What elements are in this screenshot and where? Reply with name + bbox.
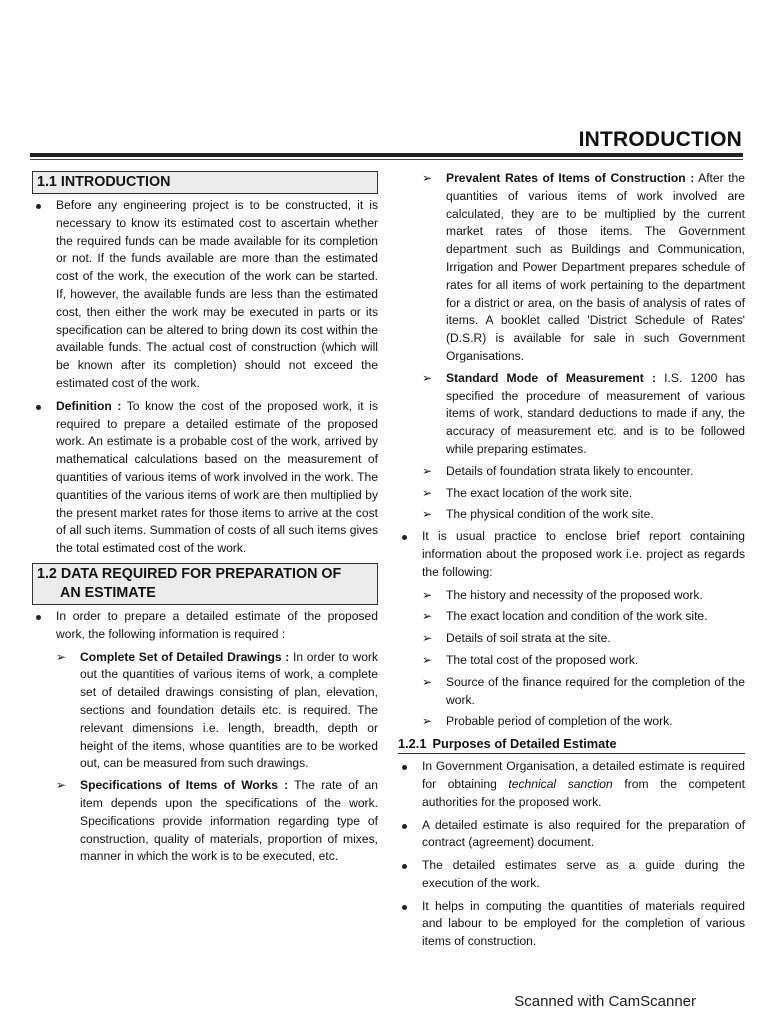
purpose-text: from the competent authorities for the proposed work. (422, 776, 745, 809)
definition-paragraph (32, 398, 378, 558)
list-item-label: Complete Set of Detailed Drawings : (80, 649, 290, 664)
report-item-text: The history and necessity of the proposed work. (446, 587, 703, 602)
report-item-text: Probable period of completion of the work. (446, 714, 673, 729)
list-item-foundation (422, 463, 745, 481)
definition-label: Definition : (56, 398, 122, 413)
list-item-measurement (422, 370, 745, 459)
right-column (398, 170, 745, 956)
arrow-icon: ➢ (422, 463, 433, 478)
purpose-item: It helps in computing the quantities of materials required and labour to be employed for the completion of various items of construction. (398, 898, 745, 951)
list-item-condition (422, 506, 745, 524)
report-intro: It is usual practice to enclose brief report containing information about the proposed work i.e. project as regards the following: (398, 528, 745, 581)
report-item-text: Source of the finance required for the completion of the work. (446, 674, 745, 707)
list-item-text: The physical condition of the work site. (446, 507, 654, 522)
arrow-icon: ➢ (422, 631, 433, 646)
page-title: INTRODUCTION (578, 128, 742, 151)
list-item-label: Prevalent Rates of Items of Construction : (446, 171, 695, 185)
arrow-icon: ➢ (422, 370, 433, 385)
arrow-icon: ➢ (422, 485, 433, 500)
subsection-title: Purposes of Detailed Estimate (432, 736, 617, 752)
data-required-intro: In order to prepare a detailed estimate of the proposed work, the following information is required : (32, 608, 378, 644)
arrow-icon: ➢ (422, 507, 433, 522)
left-column (32, 170, 378, 870)
list-item-rates (422, 170, 745, 366)
list-item-text: The exact location of the work site. (446, 485, 633, 500)
header-rule-thin (30, 159, 743, 160)
purpose-emphasis: technical sanction (508, 776, 613, 791)
list-item-drawings (56, 649, 378, 774)
arrow-icon: ➢ (56, 778, 67, 793)
list-item-label: Specifications of Items of Works : (80, 778, 289, 793)
report-item-text: The exact location and condition of the work site. (446, 609, 708, 624)
purpose-item: The detailed estimates serve as a guide during the execution of the work. (398, 857, 745, 893)
list-item-text: In order to work out the quantities of various items of work, a complete set of detailed drawings consisting of plan, elevation, sections and foundation details etc. is required. The relevant dimensions i.e. length, breadth, depth or height of the items, whose quantities are to be worked out, can be measured from such drawings. (80, 649, 378, 771)
section-heading-1-2-line2: AN ESTIMATE (60, 584, 156, 601)
list-item-specifications (56, 777, 378, 866)
list-item-text: Details of foundation strata likely to encounter. (446, 463, 694, 478)
report-item (422, 652, 745, 670)
arrow-icon: ➢ (422, 714, 433, 729)
report-item-text: Details of soil strata at the site. (446, 631, 611, 646)
subsection-heading-1-2-1 (398, 735, 745, 754)
arrow-icon: ➢ (422, 652, 433, 667)
list-item-text: I.S. 1200 has specified the procedure of measurement of various items of work, standard deductions to made if any, the accuracy of measurement etc. and is to be followed while preparing estimates. (446, 370, 745, 456)
purpose-item (398, 758, 745, 811)
report-item (422, 608, 745, 626)
report-item (422, 674, 745, 710)
arrow-icon: ➢ (56, 649, 67, 664)
section-heading-1-2 (32, 563, 378, 605)
list-item-label: Standard Mode of Measurement : (446, 370, 656, 385)
arrow-icon: ➢ (422, 609, 433, 624)
scanner-watermark: Scanned with CamScanner (514, 993, 696, 1010)
section-heading-1-2-line1: 1.2 DATA REQUIRED FOR PREPARATION OF (37, 565, 342, 582)
arrow-icon: ➢ (422, 587, 433, 602)
arrow-icon: ➢ (422, 674, 433, 689)
arrow-icon: ➢ (422, 171, 433, 185)
intro-paragraph: Before any engineering project is to be constructed, it is necessary to know its estimated cost to ascertain whether the required funds can be made available for its completion or not. If the funds available are more than the estimated cost of the work, the execution of the work can be started. If, however, the available funds are less than the estimated cost, then either the work may be executed in parts or its specification can be altered to bring down its cost within the available funds. The actual cost of construction (which will be known after its completion) should not exceed the estimated cost of the work. (32, 197, 378, 393)
purpose-text: In Government Organisation, a detailed estimate is required for obtaining (422, 759, 745, 791)
section-heading-1-1: 1.1 INTRODUCTION (32, 171, 378, 194)
list-item-text: The rate of an item depends upon the specifications of the work. Specifications provide information regarding type of construction, quality of materials, proportion of mixes, manner in which the work is to be executed, etc. (80, 778, 378, 864)
report-item (422, 587, 745, 605)
report-item-text: The total cost of the proposed work. (446, 652, 639, 667)
definition-text: To know the cost of the proposed work, it is required to prepare a detailed estimate of the proposed work. An estimate is a probable cost of the work, arrived by mathematical calculations based on the measurement of quantities of various items of work involved in the work. The quantities of the various items of work are then multiplied by the present market rates for those items to arrive at the cost of all such items. Summation of costs of all such items gives the total estimated cost of the work. (56, 398, 378, 556)
header-rule-thick (30, 153, 743, 157)
list-item-text: After the quantities of various items of work involved are calculated, they are to be multiplied by the current market rates of those items. The Government department such as Buildings and Communication, Irrigation and Power Department prepares schedule of rates for all items of work pertaining to the department for a district or area, on the basis of analysis of rates of items. A booklet called 'District Schedule of Rates' (D.S.R) is available for sale in such Government Organisations. (446, 171, 746, 363)
report-item (422, 630, 745, 648)
report-item (422, 713, 745, 731)
list-item-location (422, 485, 745, 503)
purpose-item: A detailed estimate is also required for the preparation of contract (agreement) document. (398, 817, 745, 853)
subsection-number: 1.2.1 (398, 736, 427, 752)
